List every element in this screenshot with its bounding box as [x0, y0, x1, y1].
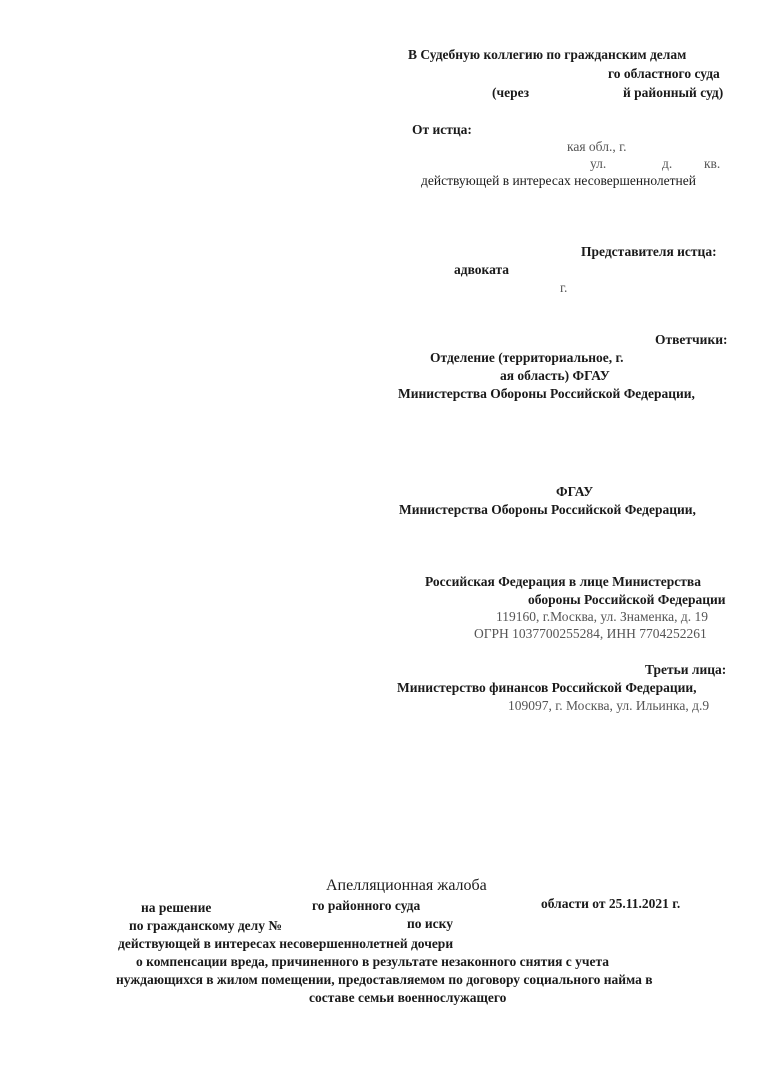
- representative-role: адвоката: [454, 262, 510, 277]
- defendant3-address: 119160, г.Москва, ул. Знаменка, д. 19: [496, 609, 708, 624]
- defendant3-line1: Российская Федерация в лице Министерства: [425, 574, 701, 589]
- defendant1-line2: ая область) ФГАУ: [500, 368, 610, 383]
- defendant2-line2: Министерства Обороны Российской Федерации,: [399, 502, 696, 517]
- defendant2-line1: ФГАУ: [556, 484, 594, 499]
- court-via-suffix: й районный суд): [623, 85, 724, 100]
- appeal-line2-a: по гражданскому делу №: [129, 918, 282, 933]
- appeal-line5: нуждающихся в жилом помещении, предоставляемом по договору социального найма в: [116, 972, 653, 987]
- defendant3-line2: обороны Российской Федерации: [528, 592, 726, 607]
- plaintiff-addr-house: д.: [662, 156, 673, 171]
- plaintiff-acting-for: действующей в интересах несовершеннолетней: [421, 173, 696, 188]
- defendant1-line1: Отделение (территориальное, г.: [430, 350, 624, 365]
- defendant3-ids: ОГРН 1037700255284, ИНН 7704252261: [474, 626, 707, 641]
- representative-heading: Представителя истца:: [581, 244, 717, 259]
- plaintiff-addr-apt: кв.: [704, 156, 721, 171]
- appeal-line1-c: области от 25.11.2021 г.: [541, 896, 681, 911]
- court-line-1: В Судебную коллегию по гражданским делам: [408, 47, 687, 62]
- defendant1-line3: Министерства Обороны Российской Федерации,: [398, 386, 695, 401]
- appeal-line3: действующей в интересах несовершеннолетней дочери: [118, 936, 454, 951]
- court-via-prefix: (через: [492, 85, 530, 100]
- third-party-address: 109097, г. Москва, ул. Ильинка, д.9: [508, 698, 710, 713]
- plaintiff-heading: От истца:: [412, 122, 472, 137]
- appeal-line1-b: го районного суда: [312, 898, 421, 913]
- representative-city: г.: [560, 280, 568, 295]
- defendants-heading: Ответчики:: [655, 332, 728, 347]
- appeal-line4: о компенсации вреда, причиненного в результате незаконного снятия с учета: [136, 954, 610, 969]
- court-line-2: го областного суда: [608, 66, 720, 81]
- appeal-line6: составе семьи военнослужащего: [309, 990, 507, 1005]
- appeal-title: Апелляционная жалоба: [326, 877, 487, 894]
- third-party-name: Министерство финансов Российской Федерации,: [397, 680, 697, 695]
- appeal-line2-b: по иску: [407, 916, 454, 931]
- plaintiff-address-line1: кая обл., г.: [567, 139, 627, 154]
- plaintiff-addr-street: ул.: [590, 156, 607, 171]
- appeal-line1-a: на решение: [141, 900, 212, 915]
- third-parties-heading: Третьи лица:: [645, 662, 727, 677]
